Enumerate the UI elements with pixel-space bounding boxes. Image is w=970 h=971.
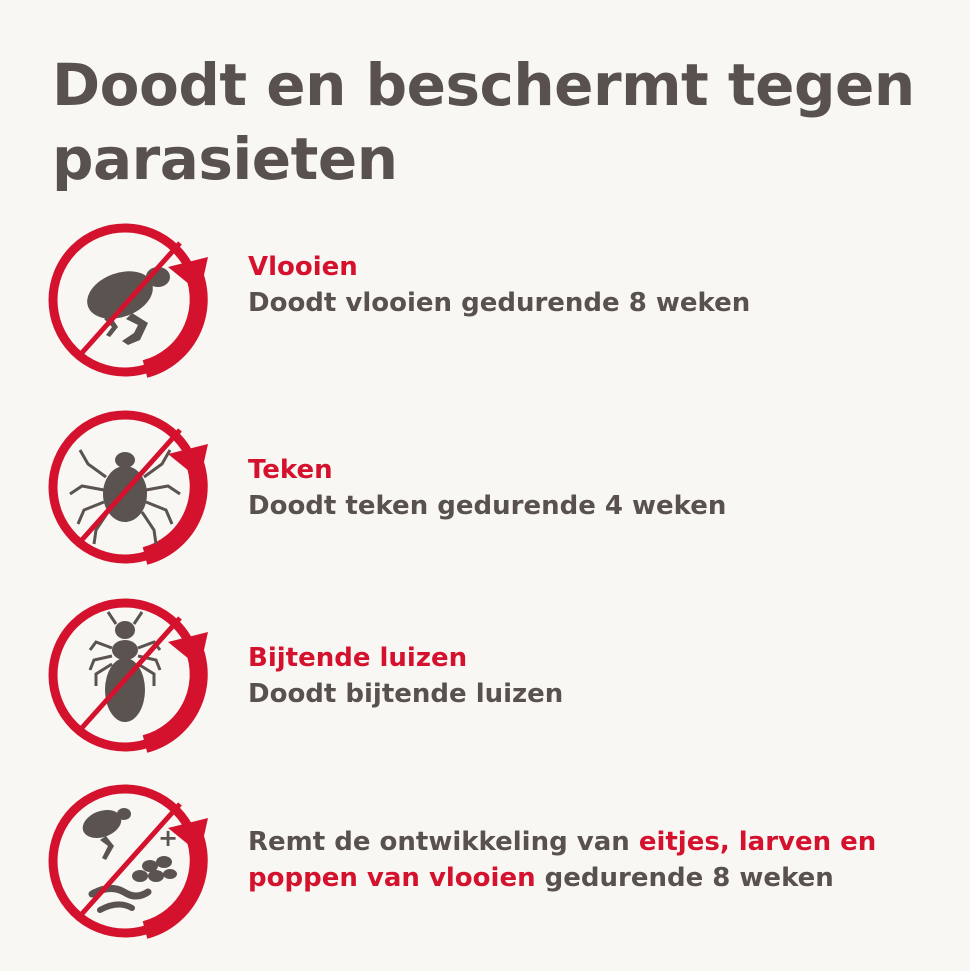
development-highlight-1: eitjes, larven en <box>638 827 877 857</box>
tick-icon <box>40 402 230 572</box>
parasite-item-tick <box>0 402 970 572</box>
parasite-item-louse <box>0 590 970 760</box>
development-text-2: gedurende 8 weken <box>535 863 834 893</box>
parasite-name: Vlooien <box>248 252 358 282</box>
parasite-name: Teken <box>248 455 333 485</box>
parasite-item-development <box>0 776 970 946</box>
flea-eggs-larvae-icon <box>40 776 230 946</box>
flea-icon <box>40 215 230 385</box>
parasite-item-flea <box>0 215 970 385</box>
development-description <box>248 824 876 896</box>
parasite-description: Doodt teken gedurende 4 weken <box>248 491 727 521</box>
development-highlight-2: poppen van vlooien <box>248 863 536 893</box>
development-text-1: Remt de ontwikkeling van <box>248 827 639 857</box>
parasite-description: Doodt vlooien gedurende 8 weken <box>248 288 751 318</box>
parasite-name: Bijtende luizen <box>248 643 468 673</box>
svg-text:+: + <box>158 824 179 852</box>
louse-icon <box>40 590 230 760</box>
parasite-description: Doodt bijtende luizen <box>248 679 564 709</box>
title-line-1: Doodt en beschermt tegen <box>52 51 915 119</box>
title-line-2: parasieten <box>52 125 398 193</box>
page-title <box>52 48 932 196</box>
